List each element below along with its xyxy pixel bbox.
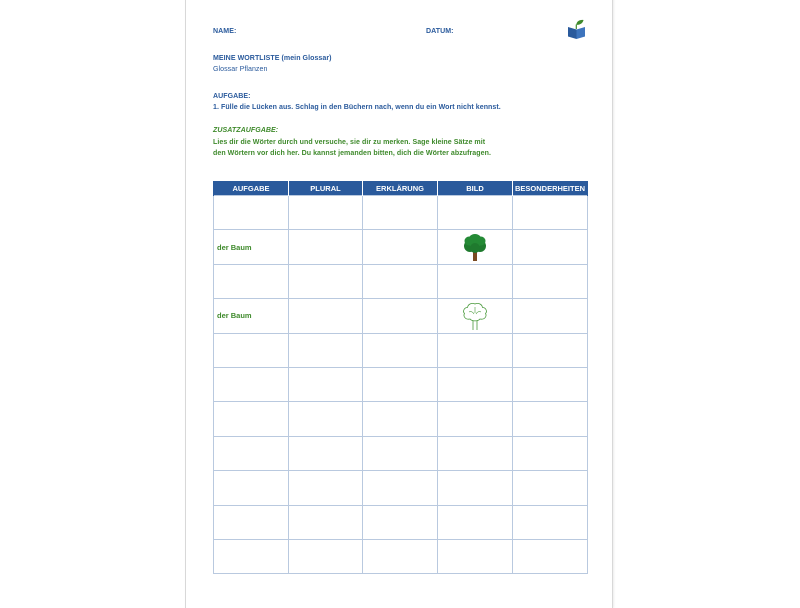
cell-notes[interactable] <box>513 264 588 298</box>
worksheet-subtitle: Glossar Pflanzen <box>213 64 268 73</box>
date-label: DATUM: <box>426 26 454 35</box>
table-row <box>214 333 588 367</box>
cell-word[interactable] <box>214 196 289 230</box>
cell-word[interactable] <box>214 367 289 401</box>
table-row <box>214 505 588 539</box>
cell-plural[interactable] <box>289 264 363 298</box>
cell-notes[interactable] <box>513 333 588 367</box>
cell-notes[interactable] <box>513 505 588 539</box>
cell-image[interactable] <box>438 264 513 298</box>
cell-plural[interactable] <box>289 299 363 333</box>
task-text: 1. Fülle die Lücken aus. Schlag in den Büchern nach, wenn du ein Wort nicht kennst. <box>213 102 501 111</box>
cell-word[interactable] <box>214 402 289 436</box>
cell-plural[interactable] <box>289 333 363 367</box>
table-row <box>214 402 588 436</box>
cell-explanation[interactable] <box>363 333 438 367</box>
extra-task-heading: ZUSATZAUFGABE: <box>213 125 279 134</box>
cell-image[interactable] <box>438 539 513 573</box>
cell-word[interactable] <box>214 436 289 470</box>
cell-image[interactable] <box>438 196 513 230</box>
cell-notes[interactable] <box>513 367 588 401</box>
name-label: NAME: <box>213 26 237 35</box>
column-header-besonderheiten: BESONDERHEITEN <box>513 181 588 196</box>
cell-word[interactable]: der Baum <box>214 230 289 264</box>
table-row <box>214 367 588 401</box>
glossary-table <box>213 181 588 574</box>
cell-image[interactable] <box>438 471 513 505</box>
cell-image[interactable] <box>438 230 513 264</box>
cell-explanation[interactable] <box>363 230 438 264</box>
cell-notes[interactable] <box>513 539 588 573</box>
cell-word[interactable] <box>214 333 289 367</box>
table-row <box>214 436 588 470</box>
table-row <box>214 539 588 573</box>
book-with-leaf-logo <box>567 19 586 39</box>
cell-plural[interactable] <box>289 436 363 470</box>
cell-explanation[interactable] <box>363 505 438 539</box>
cell-image[interactable] <box>438 505 513 539</box>
table-header-row <box>214 181 588 196</box>
cell-notes[interactable] <box>513 471 588 505</box>
cell-plural[interactable] <box>289 230 363 264</box>
table-row <box>214 471 588 505</box>
tree-color-icon <box>462 233 488 261</box>
cell-image[interactable] <box>438 299 513 333</box>
cell-explanation[interactable] <box>363 196 438 230</box>
cell-explanation[interactable] <box>363 436 438 470</box>
cell-explanation[interactable] <box>363 471 438 505</box>
tree-outline-icon <box>461 301 489 331</box>
cell-plural[interactable] <box>289 471 363 505</box>
cell-explanation[interactable] <box>363 299 438 333</box>
cell-word[interactable] <box>214 264 289 298</box>
table-row <box>214 299 588 333</box>
cell-explanation[interactable] <box>363 539 438 573</box>
cell-image[interactable] <box>438 436 513 470</box>
cell-word[interactable] <box>214 471 289 505</box>
cell-plural[interactable] <box>289 402 363 436</box>
extra-task-line-1: Lies dir die Wörter durch und versuche, sie dir zu merken. Sage kleine Sätze mit <box>213 137 486 146</box>
cell-notes[interactable] <box>513 436 588 470</box>
table-row <box>214 230 588 264</box>
cell-explanation[interactable] <box>363 264 438 298</box>
cell-image[interactable] <box>438 333 513 367</box>
worksheet-title: MEINE WORTLISTE (mein Glossar) <box>213 53 332 62</box>
task-heading: AUFGABE: <box>213 91 251 100</box>
cell-plural[interactable] <box>289 196 363 230</box>
column-header-bild: BILD <box>438 181 513 196</box>
column-header-erklaerung: ERKLÄRUNG <box>363 181 438 196</box>
cell-explanation[interactable] <box>363 367 438 401</box>
cell-image[interactable] <box>438 367 513 401</box>
column-header-aufgabe: AUFGABE <box>214 181 289 196</box>
cell-word[interactable]: der Baum <box>214 299 289 333</box>
cell-plural[interactable] <box>289 539 363 573</box>
column-header-plural: PLURAL <box>289 181 363 196</box>
extra-task-line-2: den Wörtern vor dich her. Du kannst jemanden bitten, dich die Wörter abzufragen. <box>213 148 491 157</box>
cell-explanation[interactable] <box>363 402 438 436</box>
cell-notes[interactable] <box>513 299 588 333</box>
cell-word[interactable] <box>214 539 289 573</box>
cell-image[interactable] <box>438 402 513 436</box>
cell-notes[interactable] <box>513 196 588 230</box>
cell-notes[interactable] <box>513 402 588 436</box>
table-row <box>214 264 588 298</box>
cell-notes[interactable] <box>513 230 588 264</box>
cell-plural[interactable] <box>289 367 363 401</box>
cell-word[interactable] <box>214 505 289 539</box>
cell-plural[interactable] <box>289 505 363 539</box>
table-row <box>214 196 588 230</box>
